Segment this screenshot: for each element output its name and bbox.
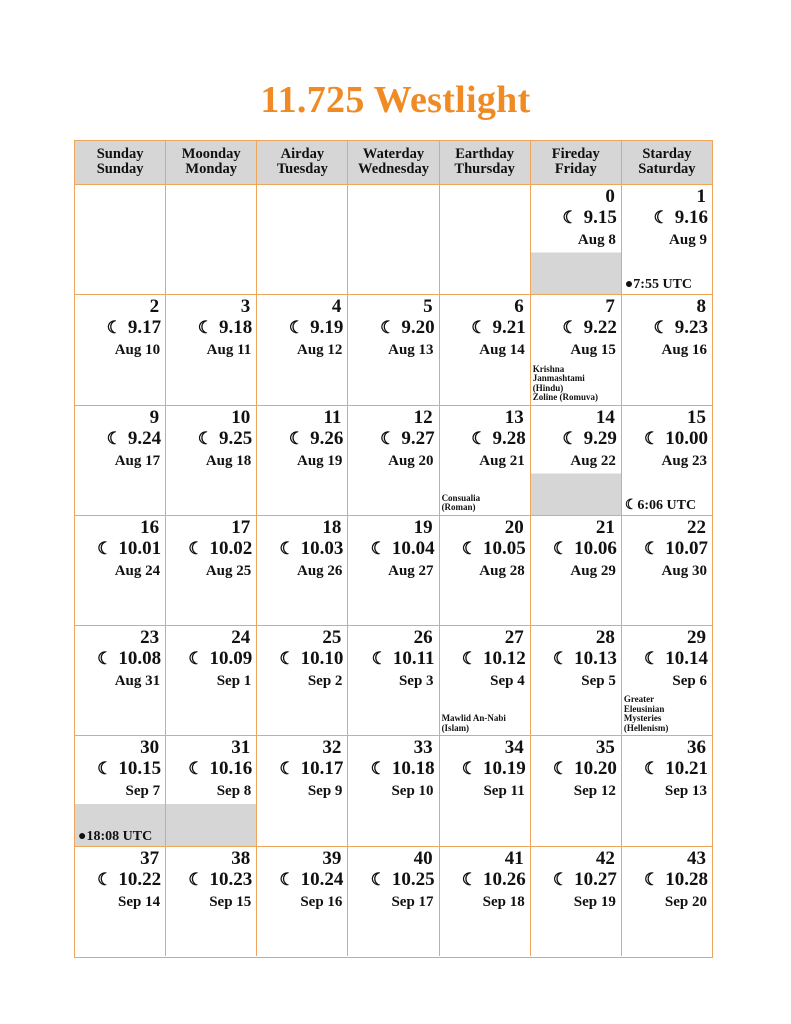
lunar-value: [279, 758, 343, 780]
day-number: 38: [231, 847, 251, 869]
lunar-value: [198, 428, 253, 450]
day-cell: [440, 516, 531, 625]
crescent-moon-icon: ☾: [97, 649, 113, 669]
lunar-number: 9.19: [310, 317, 344, 339]
day-number: 41: [504, 847, 524, 869]
holiday-note: Mawlid An-Nabi (Islam): [441, 713, 506, 733]
lunar-number: 9.27: [401, 427, 435, 449]
lunar-number: 10.14: [665, 648, 708, 670]
lunar-value: [107, 317, 162, 339]
header-friday: Fireday Friday: [531, 141, 622, 184]
lunar-value: [97, 758, 161, 780]
day-number: 23: [140, 627, 160, 649]
gregorian-date: Sep 12: [573, 783, 616, 800]
gregorian-date: Sep 1: [216, 673, 252, 690]
crescent-moon-icon: ☾: [370, 869, 386, 889]
crescent-moon-icon: ☾: [188, 649, 204, 669]
lunar-number: 9.26: [310, 427, 344, 449]
lunar-value: [97, 869, 161, 891]
day-cell: [257, 847, 348, 956]
lunar-number: 9.18: [219, 317, 253, 339]
day-number: 12: [413, 406, 433, 428]
day-number: 40: [413, 847, 433, 869]
empty-day-cell: [257, 185, 348, 294]
day-cell: [166, 295, 257, 404]
crescent-moon-icon: ☾: [288, 428, 305, 448]
day-cell: [166, 736, 257, 845]
gregorian-date: Sep 6: [672, 673, 707, 690]
crescent-moon-icon: ☾: [279, 869, 295, 889]
lunar-number: 10.13: [574, 648, 617, 670]
day-number: 19: [413, 516, 433, 538]
holiday-note: Krishna Janmashtami (Hindu) Zoline (Romuva): [532, 363, 598, 403]
day-cell: [440, 295, 531, 404]
lunar-number: 9.15: [583, 207, 617, 228]
gregorian-date: Sep 9: [307, 783, 343, 800]
lunar-value: [471, 428, 526, 450]
lunar-number: 10.11: [392, 648, 435, 670]
lunar-number: 10.22: [118, 868, 162, 890]
lunar-value: [553, 869, 617, 891]
day-number: 37: [140, 847, 160, 869]
day-cell: [257, 406, 348, 515]
day-number: 36: [686, 737, 706, 759]
day-cell: [257, 736, 348, 845]
crescent-moon-icon: ☾: [461, 759, 477, 779]
day-cell: [622, 847, 712, 956]
crescent-moon-icon: ☾: [370, 538, 386, 558]
crescent-moon-icon: ☾: [643, 428, 660, 448]
gregorian-date: Sep 19: [573, 893, 616, 910]
lunar-number: 10.24: [300, 868, 344, 890]
gregorian-date: Aug 10: [114, 342, 161, 359]
lunar-value: [188, 648, 252, 670]
lunar-value: [279, 648, 343, 670]
lunar-value: [289, 317, 344, 339]
day-number: 34: [504, 737, 524, 759]
day-cell: [531, 406, 622, 515]
empty-day-cell: [166, 185, 257, 294]
crescent-moon-icon: ☾: [643, 869, 660, 889]
day-cell: [166, 406, 257, 515]
day-cell: [348, 516, 439, 625]
lunar-value: [653, 207, 708, 229]
gregorian-date: Aug 15: [570, 342, 616, 359]
lunar-number: 10.15: [118, 758, 162, 780]
lunar-value: [188, 869, 252, 891]
calendar-week-row: [75, 846, 712, 956]
day-cell: [75, 736, 166, 845]
lunar-value: [462, 869, 526, 891]
calendar-week-row: [75, 294, 712, 404]
day-cell: [440, 626, 531, 735]
day-number: 15: [686, 406, 706, 428]
crescent-moon-icon: ☾: [188, 759, 204, 779]
holiday-note: Greater Eleusinian Mysteries (Hellenism): [623, 694, 669, 733]
lunar-value: [371, 758, 435, 780]
lunar-value: [471, 317, 526, 339]
day-number: 22: [686, 516, 706, 538]
lunar-number: 9.20: [401, 317, 435, 339]
lunar-value: [462, 538, 526, 560]
crescent-moon-icon: ☾: [552, 538, 569, 558]
day-number: 25: [322, 627, 342, 649]
lunar-value: [562, 317, 617, 339]
lunar-number: 10.07: [665, 537, 708, 559]
crescent-moon-icon: ☾: [552, 869, 569, 889]
crescent-moon-icon: ☾: [552, 759, 569, 779]
day-number: 29: [686, 627, 706, 649]
gregorian-date: Sep 16: [300, 893, 343, 910]
lunar-number: 10.21: [665, 758, 708, 780]
crescent-moon-icon: ☾: [188, 869, 204, 889]
day-cell: [531, 185, 622, 294]
gregorian-date: Aug 8: [577, 232, 616, 248]
lunar-number: 9.25: [219, 427, 253, 449]
holiday-note: Consualia (Roman): [441, 492, 481, 513]
day-number: 16: [140, 516, 160, 538]
crescent-moon-icon: ☾: [279, 538, 295, 558]
moon-phase-time: ●18:08 UTC: [78, 828, 153, 844]
lunar-number: 9.17: [127, 317, 162, 339]
lunar-number: 10.03: [300, 537, 344, 559]
day-cell: [531, 736, 622, 845]
day-cell: [75, 295, 166, 404]
lunar-number: 10.08: [118, 648, 162, 670]
day-number: 31: [231, 737, 251, 759]
day-number: 42: [595, 847, 615, 869]
lunar-value: [462, 648, 526, 670]
empty-day-cell: [75, 185, 166, 294]
lunar-number: 9.24: [127, 427, 162, 449]
day-cell: [531, 847, 622, 956]
day-cell: [622, 626, 712, 735]
day-cell: [531, 295, 622, 404]
lunar-value: [644, 869, 708, 891]
crescent-moon-icon: ☾: [562, 318, 578, 338]
gregorian-date: Aug 28: [479, 562, 525, 579]
day-cell: [75, 626, 166, 735]
crescent-moon-icon: ☾: [279, 759, 295, 779]
lunar-number: 10.26: [482, 868, 526, 890]
gregorian-date: Sep 20: [664, 893, 707, 910]
calendar-week-row: [75, 515, 712, 625]
crescent-moon-icon: ☾: [552, 649, 569, 669]
lunar-value: [198, 317, 253, 339]
header-monday: Moonday Monday: [166, 141, 257, 184]
gregorian-date: Aug 26: [296, 562, 343, 579]
crescent-moon-icon: ☾: [461, 869, 477, 889]
day-number: 0: [605, 186, 615, 207]
header-sunday: Sunday Sunday: [75, 141, 166, 184]
lunar-number: 10.20: [574, 758, 617, 780]
day-cell: [440, 736, 531, 845]
gregorian-date: Aug 29: [570, 562, 616, 579]
gregorian-date: Aug 19: [296, 452, 343, 469]
day-cell: [75, 406, 166, 515]
crescent-moon-icon: ☾: [188, 538, 204, 558]
day-number: 28: [595, 627, 615, 649]
lunar-value: [562, 428, 617, 450]
gregorian-date: Sep 17: [391, 893, 434, 910]
crescent-moon-icon: ☾: [97, 759, 113, 779]
lunar-number: 10.23: [209, 868, 253, 890]
day-number: 27: [504, 627, 524, 649]
lunar-number: 10.02: [209, 537, 253, 559]
day-number: 43: [686, 847, 706, 869]
lunar-value: [644, 428, 708, 450]
lunar-number: 10.16: [209, 758, 253, 780]
crescent-moon-icon: ☾: [461, 538, 477, 558]
day-number: 8: [696, 296, 706, 318]
lunar-value: [371, 538, 435, 560]
crescent-moon-icon: ☾: [471, 428, 487, 448]
lunar-value: [553, 758, 617, 780]
crescent-moon-icon: ☾: [371, 649, 387, 669]
gregorian-date: Aug 30: [661, 562, 707, 579]
lunar-value: [188, 538, 252, 560]
crescent-moon-icon: ☾: [106, 428, 122, 448]
day-cell: [75, 847, 166, 956]
gregorian-date: Sep 2: [307, 673, 343, 690]
gregorian-date: Sep 18: [482, 893, 525, 910]
crescent-moon-icon: ☾: [279, 649, 295, 669]
day-cell: [166, 516, 257, 625]
lunar-value: [653, 317, 708, 339]
lunar-value: [279, 538, 343, 560]
day-cell: [166, 847, 257, 956]
gregorian-date: Aug 31: [114, 673, 161, 690]
gregorian-date: Aug 22: [570, 452, 616, 469]
crescent-moon-icon: ☾: [643, 649, 660, 669]
lunar-number: 10.09: [209, 648, 253, 670]
day-cell: [348, 295, 439, 404]
lunar-number: 10.00: [665, 427, 708, 449]
gregorian-date: Aug 11: [206, 342, 252, 359]
lunar-number: 10.18: [391, 758, 435, 780]
crescent-moon-icon: ☾: [653, 318, 669, 338]
crescent-moon-icon: ☾: [562, 208, 578, 227]
gregorian-date: Aug 21: [479, 452, 525, 469]
lunar-value: [644, 538, 708, 560]
day-number: 4: [331, 296, 342, 318]
empty-day-cell: [440, 185, 531, 294]
day-cell: [531, 626, 622, 735]
day-number: 5: [423, 296, 433, 318]
lunar-number: 10.25: [391, 868, 435, 890]
lunar-value: [188, 758, 252, 780]
day-cell: [348, 626, 439, 735]
crescent-moon-icon: ☾: [471, 318, 487, 338]
lunar-number: 10.06: [574, 537, 617, 559]
day-cell: [257, 295, 348, 404]
lunar-number: 10.27: [574, 868, 617, 890]
crescent-moon-icon: ☾: [380, 428, 396, 448]
gregorian-date: Sep 15: [209, 893, 252, 910]
day-number: 10: [231, 406, 251, 428]
crescent-moon-icon: ☾: [643, 759, 660, 779]
crescent-moon-icon: ☾: [197, 318, 214, 338]
lunar-value: [644, 648, 708, 670]
lunar-value: [97, 648, 161, 670]
lunar-value: [380, 317, 435, 339]
day-cell: [622, 185, 712, 294]
calendar-week-row: [75, 184, 712, 294]
lunar-value: [289, 428, 344, 450]
day-cell: [257, 626, 348, 735]
crescent-moon-icon: ☾: [106, 318, 122, 338]
crescent-moon-icon: ☾: [97, 538, 113, 558]
lunar-number: 10.01: [118, 537, 162, 559]
day-number: 20: [504, 516, 524, 538]
crescent-moon-icon: ☾: [288, 318, 305, 338]
day-cell: [348, 406, 439, 515]
crescent-moon-icon: ☾: [562, 428, 578, 448]
lunar-value: [279, 869, 343, 891]
gregorian-date: Aug 16: [661, 342, 707, 359]
lunar-value: [107, 428, 162, 450]
gregorian-date: Sep 7: [125, 783, 161, 800]
moon-phase-time: ☾6:06 UTC: [624, 497, 697, 513]
day-cell: [75, 516, 166, 625]
lunar-number: 10.10: [300, 648, 344, 670]
day-cell: [622, 516, 712, 625]
day-number: 32: [322, 737, 342, 759]
gregorian-date: Sep 13: [664, 783, 707, 800]
day-number: 7: [605, 296, 615, 318]
crescent-moon-icon: ☾: [370, 759, 386, 779]
header-wednesday: Waterday Wednesday: [348, 141, 439, 184]
header-thursday: Earthday Thursday: [440, 141, 531, 184]
calendar-weeks: [75, 184, 712, 956]
day-number: 21: [595, 516, 615, 538]
day-cell: [622, 736, 712, 845]
lunar-value: [97, 538, 161, 560]
crescent-moon-icon: ☾: [97, 869, 113, 889]
lunar-number: 9.21: [492, 317, 526, 339]
day-cell: [166, 626, 257, 735]
page-title: 11.725 Westlight: [260, 79, 531, 121]
header-saturday: Starday Saturday: [622, 141, 712, 184]
day-number: 9: [149, 406, 160, 428]
gregorian-date: Sep 10: [391, 783, 434, 800]
gregorian-date: Aug 23: [661, 452, 707, 469]
day-cell: [440, 406, 531, 515]
gregorian-date: Sep 5: [581, 673, 616, 690]
calendar-grid: [74, 140, 713, 958]
calendar-week-row: [75, 405, 712, 515]
lunar-number: 9.28: [492, 427, 526, 449]
lunar-number: 9.16: [674, 207, 708, 228]
gregorian-date: Sep 4: [490, 673, 525, 690]
gregorian-date: Aug 24: [114, 562, 161, 579]
lunar-number: 9.29: [583, 427, 617, 449]
gregorian-date: Aug 18: [205, 452, 252, 469]
gregorian-date: Aug 27: [388, 562, 434, 579]
gregorian-date: Aug 13: [388, 342, 434, 359]
calendar-header-row: [75, 141, 712, 184]
day-number: 39: [322, 847, 342, 869]
day-cell: [257, 516, 348, 625]
gregorian-date: Aug 9: [669, 232, 707, 248]
day-number: 30: [140, 737, 160, 759]
moon-phase-time: ●7:55 UTC: [624, 277, 693, 293]
lunar-number: 9.22: [583, 317, 617, 339]
day-cell: [531, 516, 622, 625]
gregorian-date: Aug 12: [296, 342, 343, 359]
day-number: 2: [149, 296, 160, 318]
lunar-value: [371, 869, 435, 891]
day-number: 1: [696, 186, 706, 207]
lunar-number: 10.28: [665, 868, 708, 890]
day-number: 33: [413, 737, 433, 759]
lunar-value: [553, 648, 617, 670]
empty-day-cell: [348, 185, 439, 294]
day-number: 6: [514, 296, 524, 318]
gregorian-date: Sep 11: [483, 783, 525, 800]
lunar-value: [372, 648, 435, 670]
day-number: 26: [413, 627, 433, 649]
lunar-value: [562, 207, 617, 229]
header-tuesday: Airday Tuesday: [257, 141, 348, 184]
lunar-number: 10.17: [300, 758, 344, 780]
calendar-week-row: [75, 625, 712, 735]
day-number: 11: [323, 406, 342, 428]
gregorian-date: Aug 25: [205, 562, 252, 579]
gregorian-date: Sep 3: [398, 673, 434, 690]
day-number: 13: [504, 406, 524, 428]
lunar-number: 10.12: [482, 648, 526, 670]
crescent-moon-icon: ☾: [461, 649, 477, 669]
day-number: 18: [322, 516, 342, 538]
gregorian-date: Sep 14: [118, 893, 161, 910]
lunar-number: 9.23: [674, 317, 708, 339]
crescent-moon-icon: ☾: [197, 428, 214, 448]
crescent-moon-icon: ☾: [380, 318, 396, 338]
gregorian-date: Aug 20: [388, 452, 434, 469]
gregorian-date: Aug 14: [479, 342, 525, 359]
day-number: 17: [231, 516, 251, 538]
day-number: 14: [595, 406, 615, 428]
day-cell: [622, 295, 712, 404]
lunar-value: [462, 758, 526, 780]
day-cell: [622, 406, 712, 515]
day-number: 24: [231, 627, 251, 649]
lunar-value: [553, 538, 617, 560]
gregorian-date: Aug 17: [114, 452, 161, 469]
day-cell: [348, 847, 439, 956]
lunar-value: [644, 758, 708, 780]
day-cell: [348, 736, 439, 845]
gregorian-date: Sep 8: [216, 783, 252, 800]
lunar-number: 10.19: [482, 758, 526, 780]
lunar-number: 10.04: [391, 537, 435, 559]
day-number: 35: [595, 737, 615, 759]
calendar-week-row: [75, 735, 712, 845]
day-number: 3: [240, 296, 251, 318]
lunar-value: [380, 428, 435, 450]
day-cell: [440, 847, 531, 956]
crescent-moon-icon: ☾: [643, 538, 660, 558]
lunar-number: 10.05: [482, 537, 526, 559]
crescent-moon-icon: ☾: [653, 208, 669, 227]
